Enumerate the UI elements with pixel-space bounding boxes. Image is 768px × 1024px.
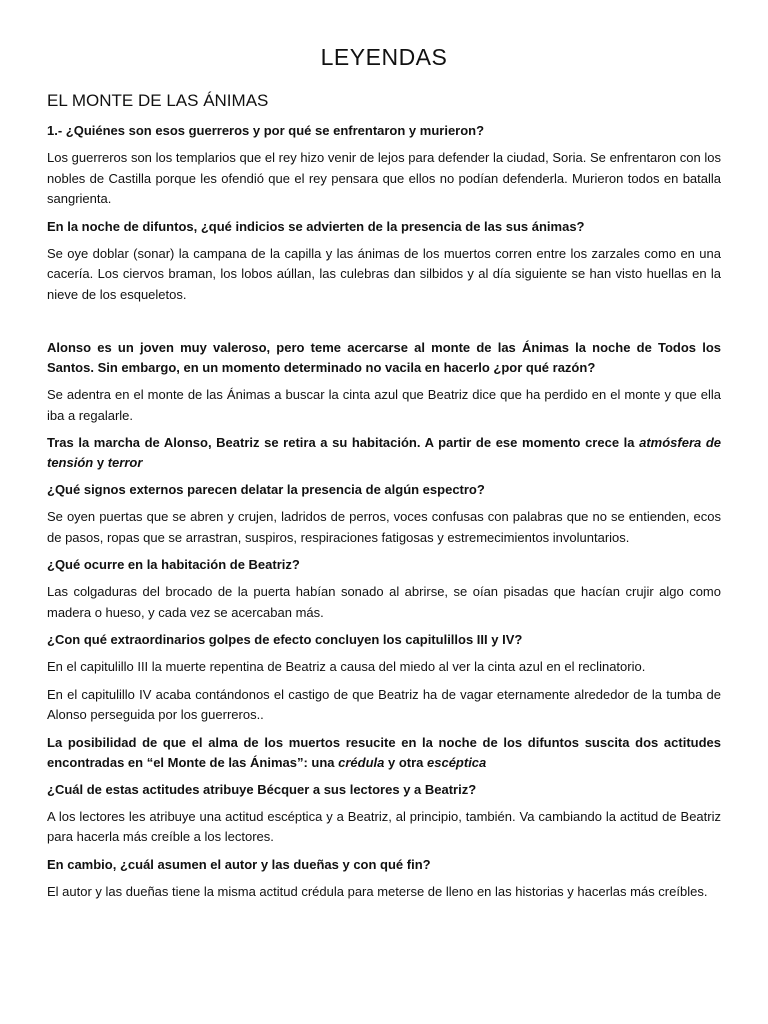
answer-7b: En el capitulillo IV acaba contándonos el castigo de que Beatriz ha de vagar eternamente alrededor de la tumba de Alonso perseguida por los guerreros..: [47, 686, 721, 722]
answer-10: El autor y las dueñas tiene la misma actitud crédula para meterse de lleno en las historias y hacerlas más creíbles.: [47, 883, 708, 899]
question-8-emphasis-2: escéptica: [427, 754, 487, 770]
paragraph-gap: [47, 312, 721, 338]
question-6: ¿Qué ocurre en la habitación de Beatriz?: [47, 557, 300, 572]
document-title: LEYENDAS: [320, 44, 448, 70]
question-4-emphasis-1: atmósfera de tensión: [47, 435, 721, 470]
question-7: ¿Con qué extraordinarios golpes de efecto concluyen los capitulillos III y IV?: [47, 632, 523, 647]
answer-3: Se adentra en el monte de las Ánimas a buscar la cinta azul que Beatriz dice que ha perdido en el monte y que ella iba a regalarle.: [47, 387, 721, 423]
answer-2: Se oye doblar (sonar) la campana de la capilla y las ánimas de los muertos corren entre los zarzales como en una cacería. Los ciervos braman, los lobos aúllan, las culebras dan silbidos y al día siguiente se han visto huellas en la nieve de los esqueletos.: [47, 245, 721, 302]
answer-5: Se oyen puertas que se abren y crujen, ladridos de perros, voces confusas con palabras que no se entienden, ecos de pasos, ropas que se arrastran, suspiros, respiraciones fatigosas y estremecimientos involuntarios.: [47, 509, 721, 545]
answer-1: Los guerreros son los templarios que el rey hizo venir de lejos para defender la ciudad, Soria. Se enfrentaron con los nobles de Castilla porque les ofendió que el rey pensara que ellos no podían defenderla. Murieron todos en batalla sangrienta.: [47, 150, 721, 206]
question-2: En la noche de difuntos, ¿qué indicios se advierten de la presencia de las sus ánimas?: [47, 218, 585, 234]
question-4-connector: y: [93, 455, 108, 470]
answer-6: Las colgaduras del brocado de la puerta habían sonado al abrirse, se oían pisadas que hacían crujir algo como madera o hueso, y cada vez se acercaban más.: [47, 584, 721, 620]
answer-9: A los lectores les atribuye una actitud escéptica y a Beatriz, al principio, también. Va cambiando la actitud de Beatriz para hacerla más creíble a los lectores.: [47, 808, 721, 844]
question-4-emphasis-2: terror: [107, 455, 143, 470]
question-9: ¿Cuál de estas actitudes atribuye Bécquer a sus lectores y a Beatriz?: [47, 781, 477, 797]
question-4-text: Tras la marcha de Alonso, Beatriz se retira a su habitación. A partir de ese momento crece la: [47, 435, 640, 450]
question-5: ¿Qué signos externos parecen delatar la presencia de algún espectro?: [47, 482, 485, 497]
question-8-connector: y otra: [384, 754, 427, 770]
question-10: En cambio, ¿cuál asumen el autor y las dueñas y con qué fin?: [47, 856, 431, 872]
question-1: 1.- ¿Quiénes son esos guerreros y por qué se enfrentaron y murieron?: [47, 123, 485, 138]
section-title: EL MONTE DE LAS ÁNIMAS: [47, 91, 269, 110]
question-8-text: La posibilidad de que el alma de los muertos resucite en la noche de los difuntos suscita dos actitudes encontradas en “el Monte de las Ánimas”: una: [47, 734, 721, 770]
question-3: Alonso es un joven muy valeroso, pero teme acercarse al monte de las Ánimas la noche de Todos los Santos. Sin embargo, en un momento determinado no vacila en hacerlo ¿por qué razón?: [47, 340, 721, 375]
question-8-emphasis-1: crédula: [338, 754, 385, 770]
question-4: [47, 433, 721, 473]
question-8: [47, 733, 721, 773]
answer-7a: En el capitulillo III la muerte repentina de Beatriz a causa del miedo al ver la cinta azul en el reclinatorio.: [47, 659, 646, 674]
